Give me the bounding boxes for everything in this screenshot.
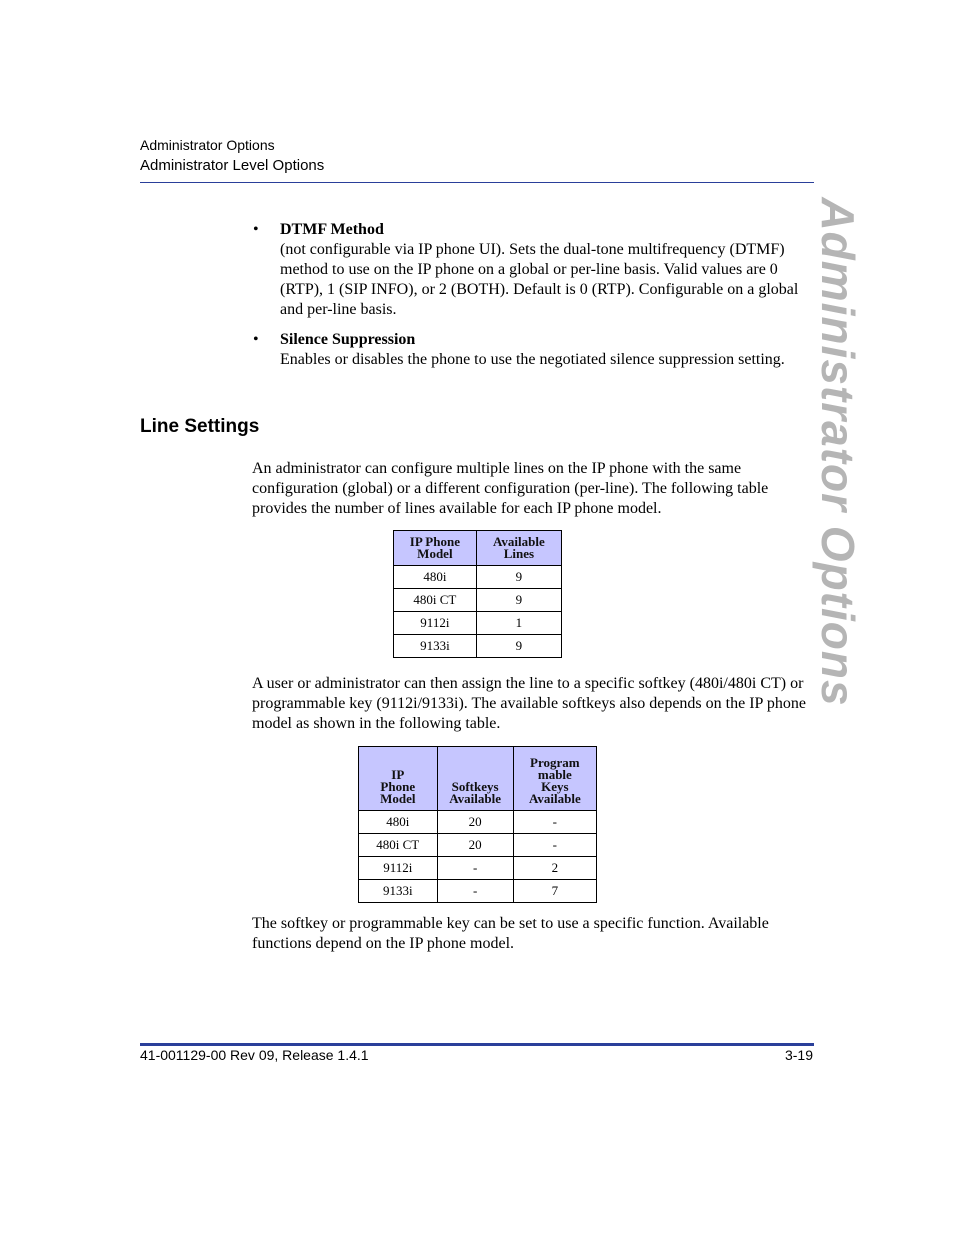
table-cell-lines: 9 xyxy=(476,566,561,589)
table-cell-model: 480i CT xyxy=(394,589,477,612)
table-cell-lines: 9 xyxy=(476,635,561,658)
closing-paragraph: The softkey or programmable key can be set to use a specific function. Available functions depend on the IP phone model. xyxy=(252,915,769,952)
header-line: Model xyxy=(417,546,453,561)
table-row xyxy=(359,880,597,903)
column-header-programmable-keys xyxy=(513,747,596,811)
footer-document-id: 41-001129-00 Rev 09, Release 1.4.1 xyxy=(140,1047,369,1063)
header-rule xyxy=(140,182,814,183)
column-header-lines xyxy=(476,531,561,566)
softkeys-table xyxy=(358,746,597,903)
table-cell-model: 9112i xyxy=(394,612,477,635)
table-cell-lines: 1 xyxy=(476,612,561,635)
section-heading: Line Settings xyxy=(140,416,260,437)
table-cell-programmable-keys: - xyxy=(513,811,596,834)
table-cell-programmable-keys: - xyxy=(513,834,596,857)
header-line: Lines xyxy=(503,546,535,561)
table-cell-softkeys: 20 xyxy=(437,811,513,834)
column-header-model xyxy=(359,747,438,811)
bullet-body: Enables or disables the phone to use the negotiated silence suppression setting. xyxy=(280,351,785,368)
bullet-title: Silence Suppression xyxy=(280,331,416,348)
header-line: Keys xyxy=(541,779,569,794)
softkey-paragraph: A user or administrator can then assign the line to a specific softkey (480i/480i CT) or programmable key (9112i/9133i). The available softkeys also depends on the IP phone model as shown in the following table. xyxy=(252,675,806,732)
bullet-marker: • xyxy=(253,331,259,348)
column-header-softkeys xyxy=(437,747,513,811)
chapter-side-title: Administrator Options xyxy=(812,197,864,707)
header-line: Model xyxy=(380,791,416,806)
table-cell-model: 9112i xyxy=(359,857,438,880)
footer-page-number: 3-19 xyxy=(784,1047,813,1063)
table-header-row xyxy=(359,747,597,811)
table-row xyxy=(359,834,597,857)
table-cell-model: 480i xyxy=(394,566,477,589)
column-header-model xyxy=(394,531,477,566)
bullet-title: DTMF Method xyxy=(280,221,384,238)
table-cell-model: 480i CT xyxy=(359,834,438,857)
table-cell-model: 480i xyxy=(359,811,438,834)
table-cell-model: 9133i xyxy=(359,880,438,903)
table-cell-softkeys: - xyxy=(437,857,513,880)
header-line: Available xyxy=(492,534,545,549)
table-cell-softkeys: 20 xyxy=(437,834,513,857)
table-cell-softkeys: - xyxy=(437,880,513,903)
footer-rule xyxy=(140,1043,814,1046)
table-row xyxy=(394,566,562,589)
table-cell-lines: 9 xyxy=(476,589,561,612)
table-row xyxy=(359,857,597,880)
table-row xyxy=(359,811,597,834)
table-row xyxy=(394,589,562,612)
intro-paragraph: An administrator can configure multiple lines on the IP phone with the same configuration (global) or a different configuration (per-line). The following table provides the number of lines available for each IP phone model. xyxy=(252,460,769,517)
bullet-body: (not configurable via IP phone UI). Sets the dual-tone multifrequency (DTMF) method to use on the IP phone on a global or per-line basis. Valid values are 0 (RTP), 1 (SIP INFO), or 2 (BOTH). Default is 0 (RTP). Configurable on a global and per-line basis. xyxy=(280,241,799,318)
header-line: IP Phone xyxy=(409,534,460,549)
running-header-section: Administrator Level Options xyxy=(140,157,325,174)
table-cell-programmable-keys: 2 xyxy=(513,857,596,880)
option-bullet-list xyxy=(253,220,813,380)
bullet-dtmf-method xyxy=(253,220,813,320)
running-header-chapter: Administrator Options xyxy=(140,137,275,153)
header-line: Available xyxy=(449,791,501,806)
bullet-marker: • xyxy=(253,221,259,238)
table-row xyxy=(394,612,562,635)
bullet-silence-suppression xyxy=(253,330,813,370)
header-line: Phone xyxy=(380,779,416,794)
lines-available-table xyxy=(393,530,562,658)
header-line: mable xyxy=(537,767,572,782)
header-line: Softkeys xyxy=(451,779,499,794)
header-line: IP xyxy=(391,767,405,782)
table-row xyxy=(394,635,562,658)
table-cell-model: 9133i xyxy=(394,635,477,658)
table-header-row xyxy=(394,531,562,566)
table-cell-programmable-keys: 7 xyxy=(513,880,596,903)
header-line: Available xyxy=(528,791,581,806)
header-line: Program xyxy=(530,755,580,770)
